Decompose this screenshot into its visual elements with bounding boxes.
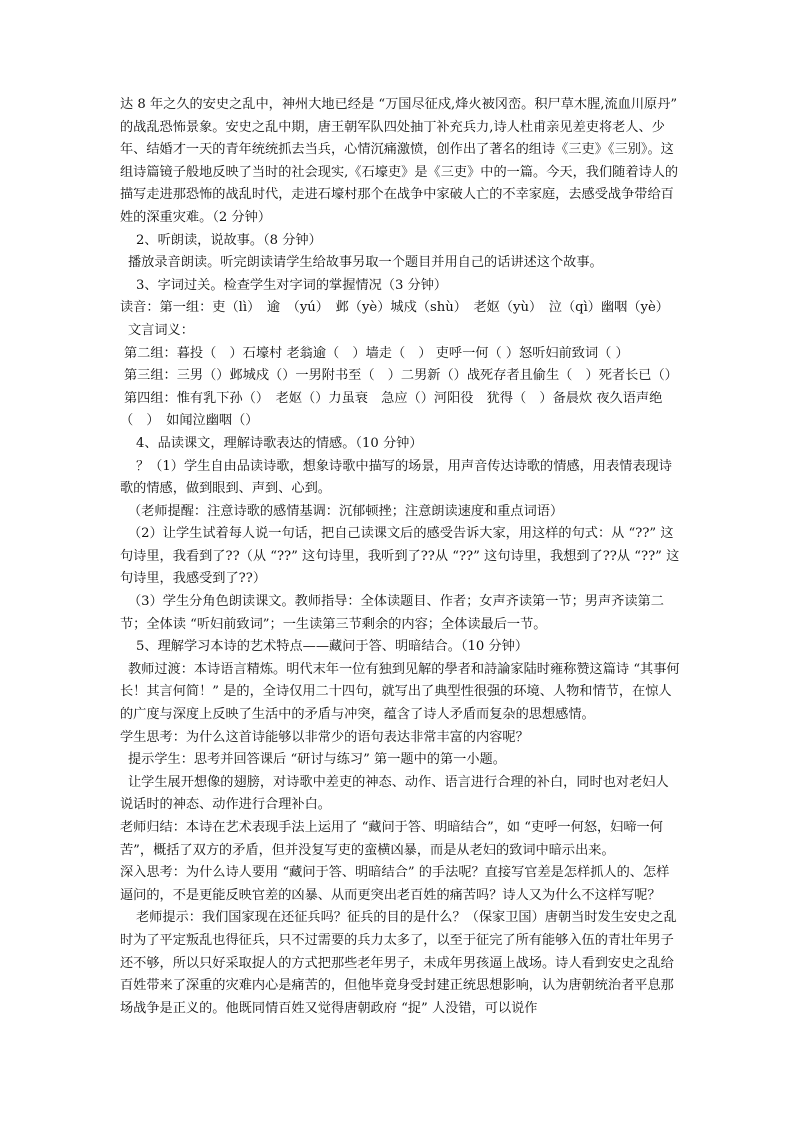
step-3-heading: 3、字词过关。检查学生对字词的掌握情况（3 分钟） xyxy=(136,277,448,293)
step-4-item-3: （3）学生分角色朗读课文。教师指导：全体读题目、作者；女声齐读第一节；男声齐读第二节；全体读 “听妇前致词”；一生读第三节剩余的内容；全体读最后一节。 xyxy=(120,594,664,632)
teacher-reminder: （老师提醒：注意诗歌的感情基调：沉郁顿挫；注意朗读速度和重点词语） xyxy=(128,503,564,519)
vocab-label: 文言词义： xyxy=(128,322,194,338)
vocab-group-3: 第三组：三男（）邺城戍（）一男附书至（ ）二男新（）战死存者且偷生（ ）死者长已（） xyxy=(124,368,678,384)
step-5-heading: 5、理解学习本诗的艺术特点——藏问于答、明暗结合。（10 分钟） xyxy=(136,639,529,655)
teacher-summary: 老师归结：本诗在艺术表现手法上运用了 “藏问于答、明暗结合”，如 “吏呼一何怒，妇啼一何苦”，概括了双方的矛盾，但并没复写吏的蛮横凶暴，而是从老妇的致词中暗示出来。 xyxy=(120,820,663,858)
step-4-heading: 4、品读课文，理解诗歌表达的情感。（10 分钟） xyxy=(136,435,423,451)
student-thinking: 学生思考：为什么这首诗能够以非常少的语句表达非常丰富的内容呢？ xyxy=(120,729,529,745)
vocab-group-2: 第二组：暮投（ ）石壕村 老翁逾（ ）墙走（ ） 吏呼一何（ ）怒听妇前致词（ ） xyxy=(124,345,629,361)
student-hint: 提示学生：思考并回答课后 “研讨与练习” 第一题中的第一小题。 xyxy=(128,752,506,768)
vocab-group-4: 第四组：惟有乳下孙（） 老妪（）力虽衰 急应（）河阳役 犹得（ ）备晨炊 夜久语声绝（ ） 如闻泣幽咽（） xyxy=(120,390,663,429)
step-4-item-2: （2）让学生试着每人说一句话，把自己读课文后的感受告诉大家，用这样的句式：从 “??” 这句诗里，我看到了??（从 “??” 这句诗里，我听到了??从 “??” 这句诗里，我想到了??从 “??” 这句诗里，我感受到了??） xyxy=(120,526,680,587)
document-body xyxy=(120,94,680,1020)
deep-thinking: 深入思考：为什么诗人要用 “藏问于答、明暗结合” 的手法呢？直接写官差是怎样抓人的、怎样逼问的，不是更能反映官差的凶暴、从而更突出老百姓的痛苦吗？诗人又为什么不这样写呢？ xyxy=(120,865,670,903)
step-2-heading: 2、听朗读，说故事。（8 分钟） xyxy=(136,232,322,248)
step-4-item-1: ？（1）学生自由品读诗歌，想象诗歌中描写的场景，用声音传达诗歌的情感，用表情表现诗歌的情感，做到眼到、声到、心到。 xyxy=(120,458,672,497)
imagination-task: 让学生展开想像的翅膀，对诗歌中差吏的神态、动作、语言进行合理的补白，同时也对老妇人说话时的神态、动作进行合理补白。 xyxy=(120,774,669,813)
step-2-text: 播放录音朗读。听完朗读请学生给故事另取一个题目并用自己的话讲述这个故事。 xyxy=(128,255,603,271)
paragraph-intro: 达 8 年之久的安史之乱中，神州大地已经是 “万国尽征戍,烽火被冈峦。积尸草木腥,流血川原丹” 的战乱恐怖景象。安史之乱中期，唐王朝军队四处抽丁补充兵力,诗人杜甫亲见差吏将老人、少年、结婚才一天的青年统统抓去当兵，心情沉痛激愤，创作出了著名的组诗《三吏》《三别》。这组诗篇镜子般地反映了当时的社会现实,《石壕吏》是《三吏》中的一篇。今天，我们随着诗人的描写走进那恐怖的战乱时代，走进石壕村那个在战争中家破人亡的不幸家庭，去感受战争带给百姓的深重灾难。（2 分钟） xyxy=(120,97,679,225)
pronunciation-group-1: 读音：第一组：吏（lì） 逾 （yú） 邺（yè）城戍（shù） 老妪（yù） 泣（qì）幽咽（yè） xyxy=(120,300,669,316)
teacher-transition: 教师过渡：本诗语言精炼。明代末年一位有独到见解的學者和詩論家陆时雍称赞这篇诗 “其事何长！其言何简！” 是的，全诗仅用二十四句，就写出了典型性很强的环境、人物和情节，在惊人的广度与深度上反映了生活中的矛盾与冲突，蕴含了诗人矛盾而复杂的思想感情。 xyxy=(120,661,680,723)
teacher-hint: 老师提示：我们国家现在还征兵吗？征兵的目的是什么？（保家卫国）唐朝当时发生安史之乱时为了平定叛乱也得征兵，只不过需要的兵力太多了，以至于征完了所有能够入伍的青壮年男子还不够，所以只好采取捉人的方式把那些老年男子，未成年男孩逼上战场。诗人看到安史之乱给百姓带来了深重的灾难内心是痛苦的，但他毕竟身受封建正统思想影响，认为唐朝统治者平息那场战争是正义的。他既同情百姓又觉得唐朝政府 “捉” 人没错，可以说作 xyxy=(120,910,677,1016)
